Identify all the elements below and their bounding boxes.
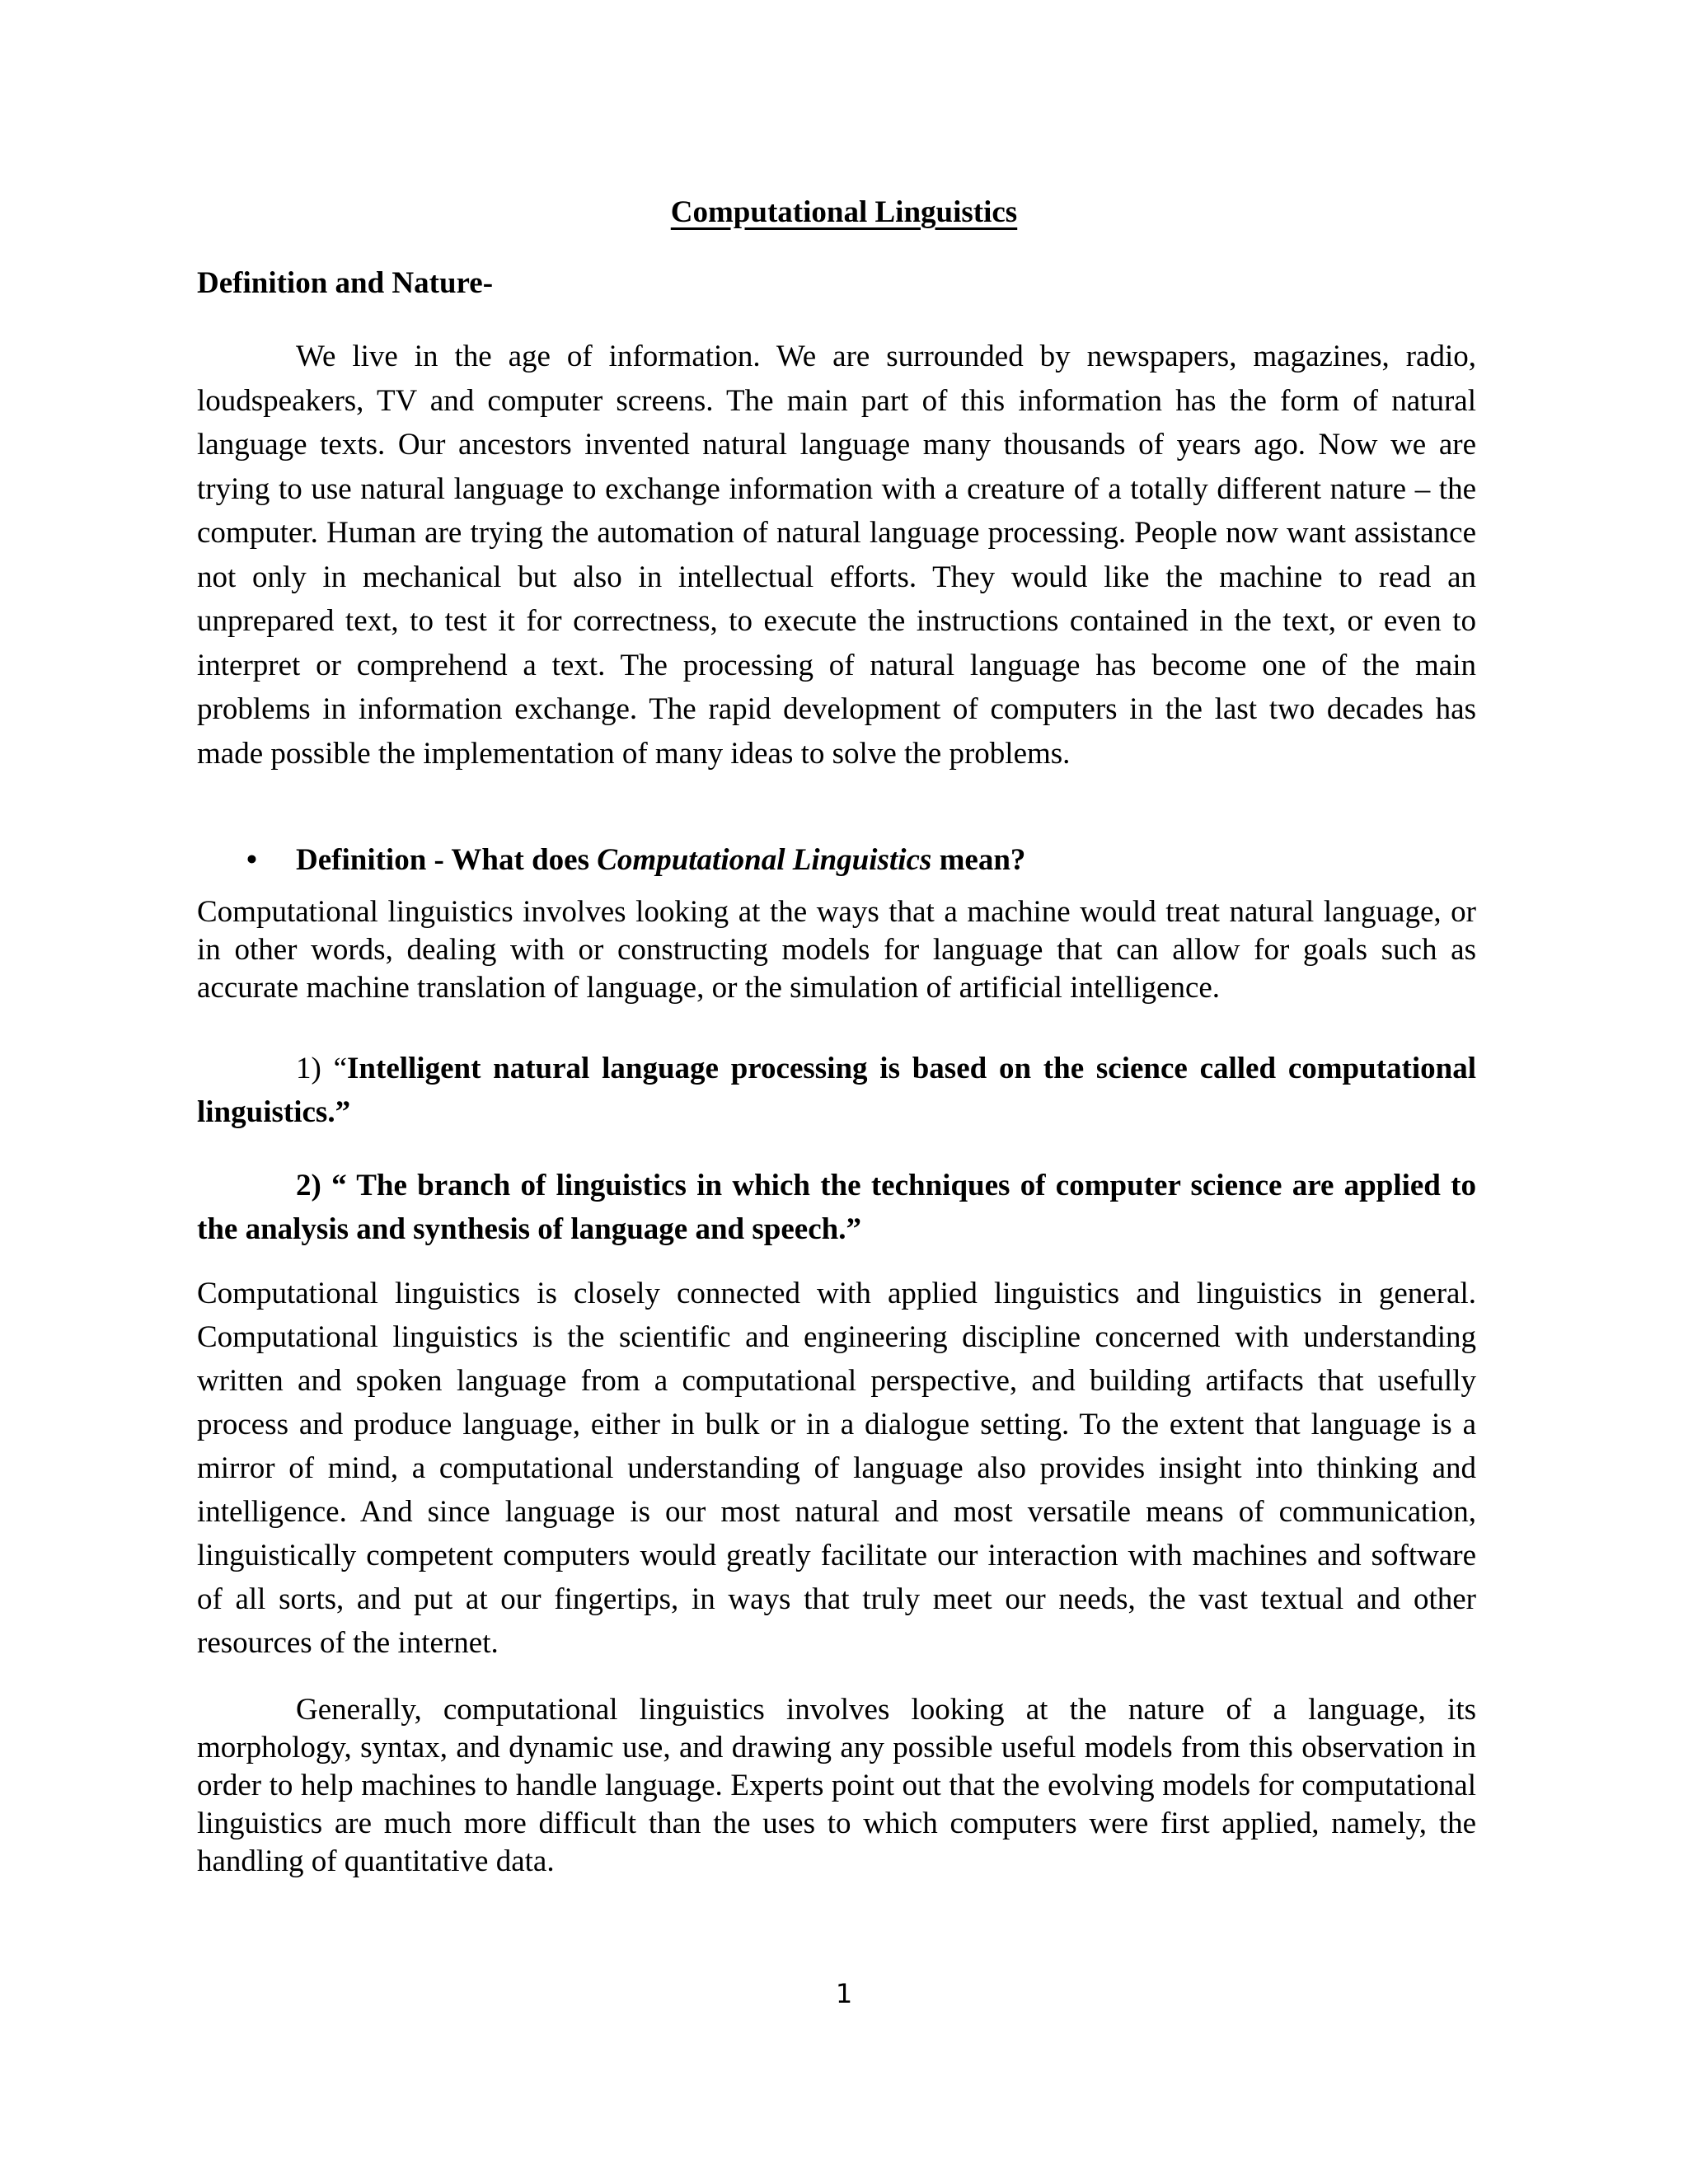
body-paragraph-4: Generally, computational linguistics involves looking at the nature of a language, its morphology, syntax, and dynamic use, and drawing any possible useful models from this observation in order to help machines to handle language. Experts point out that the evolving models for computational linguistics are much more difficult than the uses to which computers were first applied, namely, the handling of quantitative data.	[197, 1693, 1476, 1878]
body-paragraph-3: Computational linguistics is closely connected with applied linguistics and linguistics in general. Computational linguistics is the scientific and engineering discipline concerned with understanding written and spoken language from a computational perspective, and building artifacts that usefully process and produce language, either in bulk or in a dialogue setting. To the extent that language is a mirror of mind, a computational understanding of language also provides insight into thinking and intelligence. And since language is our most natural and most versatile means of communication, linguistically competent computers would greatly facilitate our interaction with machines and software of all sorts, and put at our fingertips, in ways that truly meet our needs, the vast textual and other resources of the internet.	[197, 1277, 1476, 1660]
page-number: 1	[835, 1978, 853, 2009]
bullet-suffix: mean?	[931, 843, 1026, 877]
intro-paragraph: We live in the age of information. We are surrounded by newspapers, magazines, radio, loudspeakers, TV and computer screens. The main part of this information has the form of natural language texts. Our ancestors invented natural language many thousands of years ago. Now we are trying to use natural language to exchange information with a creature of a totally different nature – the computer. Human are trying the automation of natural language processing. People now want assistance not only in mechanical but also in intellectual efforts. They would like the machine to read an unprepared text, to test it for correctness, to execute the instructions contained in the text, or even to interpret or comprehend a text. The processing of natural language has become one of the main problems in information exchange. The rapid development of computers in the last two decades has made possible the implementation of many ideas to solve the problems.	[197, 340, 1476, 771]
quote-1	[197, 1047, 1476, 1134]
quote-1-text: Intelligent natural language processing is based on the science called computational linguistics.”	[197, 1052, 1476, 1129]
document-title: Computational Linguistics	[670, 195, 1018, 229]
bullet-emphasis: Computational Linguistics	[597, 843, 932, 877]
quote-1-number: 1) “	[296, 1052, 348, 1085]
section-heading: Definition and Nature-	[197, 266, 494, 300]
bullet-prefix: Definition - What does	[296, 843, 598, 877]
bullet-text	[296, 842, 1025, 878]
bullet-icon: •	[246, 843, 257, 877]
quote-2: 2) “ The branch of linguistics in which the techniques of computer science are applied to the analysis and synthesis of language and speech.”	[197, 1169, 1476, 1246]
definition-paragraph: Computational linguistics involves looking at the ways that a machine would treat natural language, or in other words, dealing with or constructing models for language that can allow for goals such as accurate machine translation of language, or the simulation of artificial intelligence.	[197, 895, 1476, 1005]
